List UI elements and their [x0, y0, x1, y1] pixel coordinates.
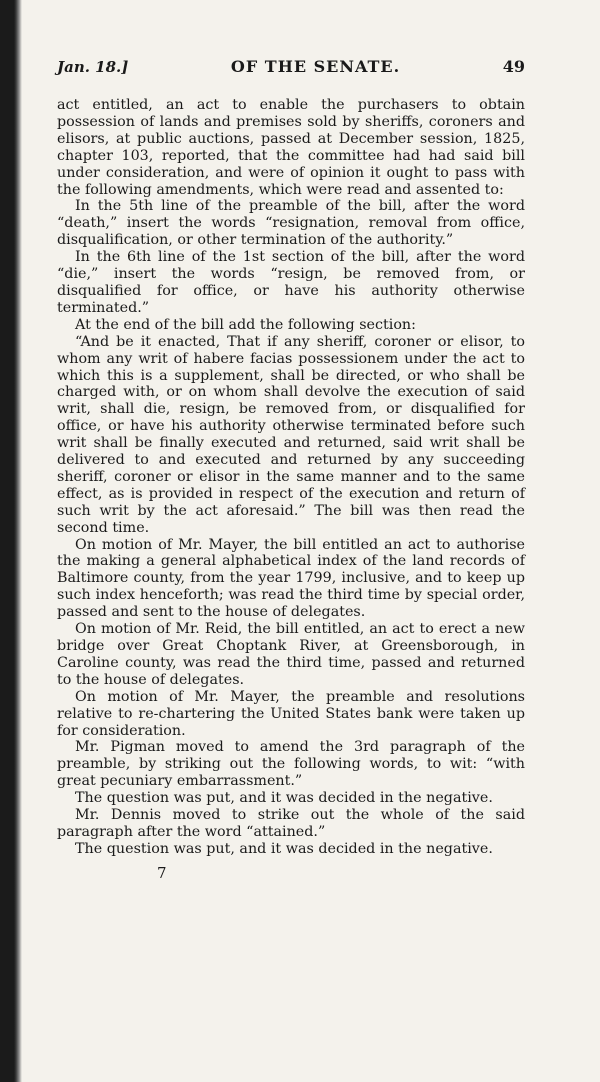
running-header — [57, 57, 525, 87]
paragraph: Mr. Pigman moved to amend the 3rd paragraph of the preamble, by striking out the following words, to wit: “with great pecuniary embarrassment.” — [57, 739, 525, 790]
paragraph: Mr. Dennis moved to strike out the whole of the said paragraph after the word “attained.” — [57, 807, 525, 840]
header-title: OF THE SENATE. — [230, 57, 401, 76]
signature-mark: 7 — [157, 863, 167, 882]
document-page — [57, 57, 525, 882]
paragraph: On motion of Mr. Mayer, the preamble and resolutions relative to re-chartering the United States bank were taken up for consideration. — [57, 688, 525, 739]
paragraph: On motion of Mr. Reid, the bill entitled, an act to erect a new bridge over Great Choptank River, at Greensborough, in Caroline county, was read the third time, passed and returned to the house of delegates. — [57, 621, 525, 688]
book-binding-edge — [0, 0, 22, 1082]
header-date: Jan. 18.] — [57, 58, 129, 76]
paragraph: On motion of Mr. Mayer, the bill entitled an act to authorise the making a general alphabetical index of the land records of Baltimore county, from the year 1799, inclusive, and to keep up such index henceforth; was read the third time by special order, passed and sent to the house of delegates. — [57, 536, 525, 621]
page-number: 49 — [502, 57, 525, 76]
paragraph: The question was put, and it was decided in the negative. — [75, 790, 493, 807]
paragraph: act entitled, an act to enable the purchasers to obtain possession of lands and premises sold by sheriffs, coroners and elisors, at public auctions, passed at December session, 1825, chapter 103, reported, that the committee had had said bill under consideration, and were of opinion it ought to pass with the following amendments, which were read and assented to: — [57, 97, 525, 198]
paragraph: In the 5th line of the preamble of the bill, after the word “death,” insert the words “resignation, removal from office, disqualification, or other termination of the authority.” — [57, 198, 525, 249]
paragraph: The question was put, and it was decided in the negative. — [75, 840, 493, 857]
paragraph: “And be it enacted, That if any sheriff, coroner or elisor, to whom any writ of habere facias possessionem under the act to which this is a supplement, shall be directed, or who shall be charged with, or on whom shall devolve the execution of said writ, shall die, resign, be removed from, or disqualified for office, or have his authority otherwise terminated before such writ shall be finally executed and returned, said writ shall be delivered to and executed and returned by any succeeding sheriff, coroner or elisor in the same manner and to the same effect, as is provided in respect of the execution and return of such writ by the act aforesaid.” The bill was then read the second time. — [57, 333, 525, 536]
paragraph: In the 6th line of the 1st section of the bill, after the word “die,” insert the words “resign, be removed from, or disqualified for office, or have his authority otherwise terminated.” — [57, 249, 525, 316]
body-text — [57, 97, 525, 858]
paragraph: At the end of the bill add the following section: — [75, 316, 416, 333]
